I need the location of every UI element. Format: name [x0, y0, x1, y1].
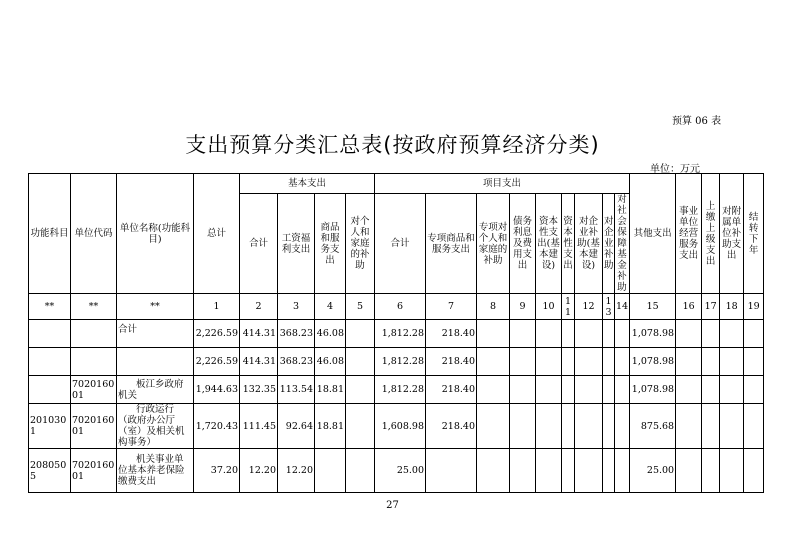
individuals-cell — [346, 449, 375, 493]
other-cell: 1,078.98 — [630, 320, 676, 348]
unit-label: 单位：万元 — [650, 164, 700, 175]
project-sum-cell: 1,812.28 — [375, 376, 426, 404]
other-cell: 25.00 — [630, 449, 676, 493]
func-code-cell: 2010301 — [29, 404, 71, 449]
total-cell: 1,944.63 — [194, 376, 240, 404]
index-cell: 11 — [562, 294, 575, 320]
index-cell: ** — [71, 294, 117, 320]
header-other: 其他支出 — [630, 174, 676, 294]
table-row — [29, 348, 764, 376]
header-project-individuals: 专项对个人和家庭的补助 — [477, 194, 510, 294]
index-cell: 15 — [630, 294, 676, 320]
index-cell: 5 — [346, 294, 375, 320]
special-goods-cell: 218.40 — [426, 348, 477, 376]
unit-code-cell: 702016001 — [71, 404, 117, 449]
header-basic-sum: 合计 — [240, 194, 278, 294]
goods-cell — [315, 449, 346, 493]
project-sum-cell: 1,608.98 — [375, 404, 426, 449]
unit-name-text: 板江乡政府机关 — [118, 378, 184, 401]
basic-sum-cell: 414.31 — [240, 320, 278, 348]
table-row — [29, 376, 764, 404]
header-total: 总计 — [194, 174, 240, 294]
goods-cell: 18.81 — [315, 404, 346, 449]
func-code-cell — [29, 320, 71, 348]
index-cell: ** — [29, 294, 71, 320]
index-cell: 12 — [575, 294, 603, 320]
header-upper-remit: 上缴上级支出 — [702, 174, 720, 294]
header-project: 项目支出 — [375, 174, 630, 194]
header-basic: 基本支出 — [240, 174, 375, 194]
index-row — [29, 294, 764, 320]
header-business-ops: 事业单位经营服务支出 — [676, 174, 702, 294]
wages-cell: 113.54 — [278, 376, 315, 404]
budget-table — [28, 173, 764, 493]
project-sum-cell: 1,812.28 — [375, 320, 426, 348]
project-sum-cell: 25.00 — [375, 449, 426, 493]
index-cell: 1 — [194, 294, 240, 320]
other-cell: 875.68 — [630, 404, 676, 449]
total-cell: 2,226.59 — [194, 348, 240, 376]
index-cell: 2 — [240, 294, 278, 320]
table-row — [29, 320, 764, 348]
index-cell: 9 — [510, 294, 536, 320]
unit-name-text: 行政运行（政府办公厅（室）及相关机构事务） — [118, 404, 185, 448]
index-cell: 3 — [278, 294, 315, 320]
total-cell: 37.20 — [194, 449, 240, 493]
header-goods: 商品和服务支出 — [315, 194, 346, 294]
header-capital-basic: 资本性支出(基本建设) — [536, 194, 562, 294]
page-number: 27 — [386, 500, 399, 511]
header-enterprise-basic: 对企业补助(基本建设) — [575, 194, 603, 294]
wages-cell: 368.23 — [278, 348, 315, 376]
func-code-cell: 2080505 — [29, 449, 71, 493]
unit-code-cell: 702016001 — [71, 376, 117, 404]
unit-name-text: 机关事业单位基本养老保险缴费支出 — [118, 454, 185, 487]
basic-sum-cell: 132.35 — [240, 376, 278, 404]
total-cell: 2,226.59 — [194, 320, 240, 348]
index-cell: 19 — [744, 294, 764, 320]
header-capital: 资本性支出 — [562, 194, 575, 294]
index-cell: 7 — [426, 294, 477, 320]
header-special-goods: 专项商品和服务支出 — [426, 194, 477, 294]
individuals-cell — [346, 348, 375, 376]
special-goods-cell — [426, 449, 477, 493]
goods-cell: 46.08 — [315, 348, 346, 376]
header-func-code: 功能科目 — [29, 174, 71, 294]
index-cell: 18 — [720, 294, 744, 320]
special-goods-cell: 218.40 — [426, 320, 477, 348]
wages-cell: 368.23 — [278, 320, 315, 348]
index-cell: 6 — [375, 294, 426, 320]
index-cell: 16 — [676, 294, 702, 320]
other-cell: 1,078.98 — [630, 376, 676, 404]
unit-code-cell — [71, 348, 117, 376]
individuals-cell — [346, 376, 375, 404]
unit-name-cell — [117, 348, 194, 376]
unit-code-cell — [71, 320, 117, 348]
basic-sum-cell: 12.20 — [240, 449, 278, 493]
other-cell: 1,078.98 — [630, 348, 676, 376]
header-project-sum: 合计 — [375, 194, 426, 294]
header-wages: 工资福利支出 — [278, 194, 315, 294]
unit-name-cell — [117, 449, 194, 493]
page-title: 支出预算分类汇总表(按政府预算经济分类) — [185, 133, 600, 157]
individuals-cell — [346, 320, 375, 348]
index-cell: 17 — [702, 294, 720, 320]
unit-name-cell: 合计 — [117, 320, 194, 348]
table-number: 预算 06 表 — [672, 116, 722, 127]
index-cell: 4 — [315, 294, 346, 320]
wages-cell: 12.20 — [278, 449, 315, 493]
header-unit-code: 单位代码 — [71, 174, 117, 294]
basic-sum-cell: 414.31 — [240, 348, 278, 376]
index-cell: ** — [117, 294, 194, 320]
goods-cell: 18.81 — [315, 376, 346, 404]
basic-sum-cell: 111.45 — [240, 404, 278, 449]
index-cell: 10 — [536, 294, 562, 320]
header-enterprise: 对企业补助 — [603, 194, 615, 294]
goods-cell: 46.08 — [315, 320, 346, 348]
table-row — [29, 404, 764, 449]
header-carry-over: 结转下年 — [744, 174, 764, 294]
unit-name-cell — [117, 376, 194, 404]
index-cell: 8 — [477, 294, 510, 320]
project-sum-cell: 1,812.28 — [375, 348, 426, 376]
header-debt-interest: 债务利息及费用支出 — [510, 194, 536, 294]
individuals-cell — [346, 404, 375, 449]
unit-name-cell — [117, 404, 194, 449]
header-social-security: 对社会保障基金补助 — [615, 194, 630, 294]
total-cell: 1,720.43 — [194, 404, 240, 449]
func-code-cell — [29, 376, 71, 404]
header-unit-name: 单位名称(功能科目) — [117, 174, 194, 294]
unit-code-cell: 702016001 — [71, 449, 117, 493]
index-cell: 13 — [603, 294, 615, 320]
table-row — [29, 449, 764, 493]
special-goods-cell: 218.40 — [426, 376, 477, 404]
func-code-cell — [29, 348, 71, 376]
header-subsidy-individuals: 对个人和家庭的补助 — [346, 194, 375, 294]
header-affiliated: 对附属单位补助支出 — [720, 174, 744, 294]
index-cell: 14 — [615, 294, 630, 320]
wages-cell: 92.64 — [278, 404, 315, 449]
special-goods-cell: 218.40 — [426, 404, 477, 449]
